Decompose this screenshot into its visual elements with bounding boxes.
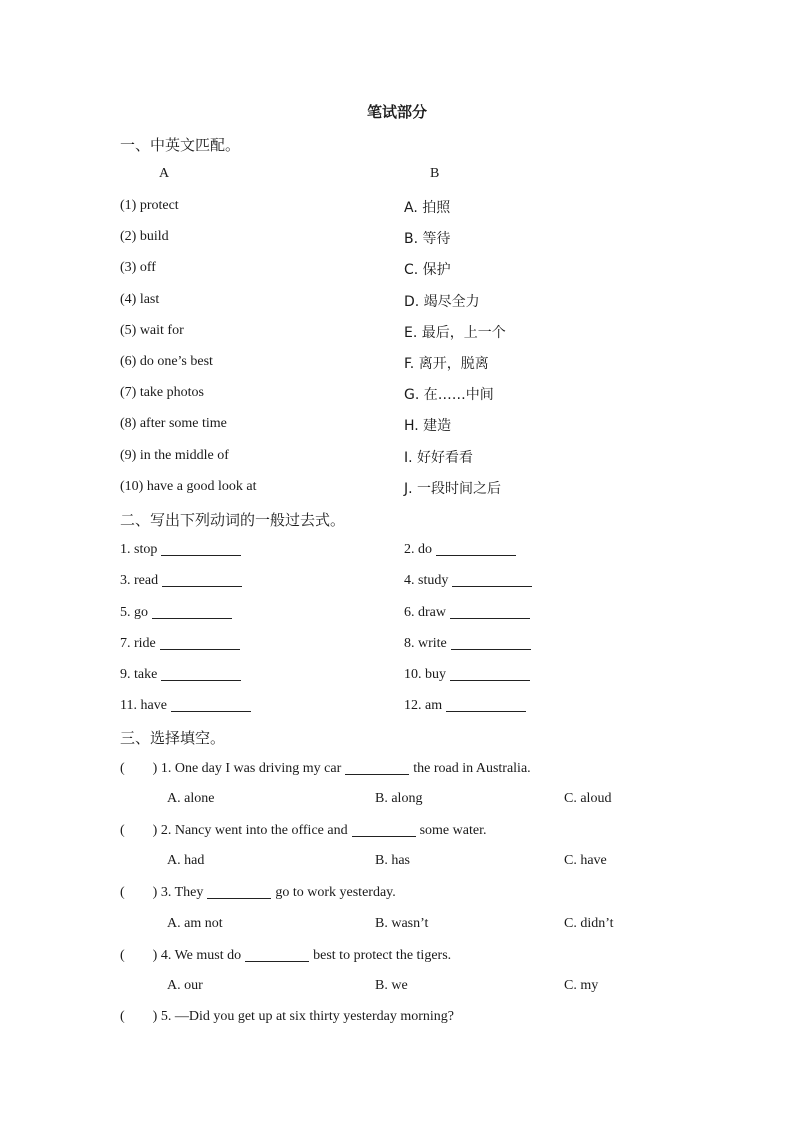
option-a[interactable]: A. had <box>167 853 205 868</box>
question-text: 4. We must do <box>160 948 242 963</box>
verb-label: 7. ride <box>120 636 156 651</box>
question-2 <box>120 822 486 839</box>
match-item-left: (6) do one’s best <box>120 354 213 369</box>
match-item-left: (5) wait for <box>120 323 184 338</box>
question-3 <box>120 884 396 901</box>
answer-blank[interactable] <box>161 541 241 556</box>
question-text: 5. —Did you get up at six thirty yesterday morning? <box>160 1009 455 1024</box>
verb-label: 2. do <box>404 542 432 557</box>
option-c[interactable]: C. have <box>564 853 607 868</box>
answer-blank[interactable] <box>446 697 526 712</box>
verb-item <box>120 635 240 652</box>
match-item-left: (8) after some time <box>120 416 227 431</box>
question-4 <box>120 947 451 964</box>
verb-label: 11. have <box>120 698 167 713</box>
match-item-right: G. 在……中间 <box>404 387 494 403</box>
verb-item <box>404 541 516 558</box>
match-item-left: (2) build <box>120 229 169 244</box>
close-paren: ) <box>152 948 158 963</box>
close-paren: ) <box>152 823 158 838</box>
match-item-left: (1) protect <box>120 198 179 213</box>
answer-blank[interactable] <box>450 666 530 681</box>
question-text: 3. They <box>160 885 204 900</box>
verb-item <box>120 541 241 558</box>
match-item-right: I. 好好看看 <box>404 450 474 466</box>
answer-blank[interactable] <box>162 572 242 587</box>
verb-item <box>120 604 232 621</box>
match-item-left: (7) take photos <box>120 385 204 400</box>
match-item-left: (10) have a good look at <box>120 479 257 494</box>
open-paren: ( <box>120 823 125 838</box>
close-paren: ) <box>152 1009 158 1024</box>
match-item-right: J. 一段时间之后 <box>404 481 502 497</box>
verb-label: 3. read <box>120 573 159 588</box>
question-text: 1. One day I was driving my car <box>160 761 342 776</box>
verb-label: 5. go <box>120 605 148 620</box>
match-item-right: F. 离开，脱离 <box>404 356 489 372</box>
option-b[interactable]: B. along <box>375 791 423 806</box>
answer-blank[interactable] <box>450 604 530 619</box>
option-a[interactable]: A. am not <box>167 916 223 931</box>
open-paren: ( <box>120 761 125 776</box>
open-paren: ( <box>120 1009 125 1024</box>
verb-label: 8. write <box>404 636 447 651</box>
option-b[interactable]: B. has <box>375 853 410 868</box>
question-text-end: best to protect the tigers. <box>313 948 452 963</box>
page-title: 笔试部分 <box>366 103 427 121</box>
verb-item <box>404 666 530 683</box>
match-item-right: C. 保护 <box>404 262 451 278</box>
fill-blank[interactable] <box>207 884 271 899</box>
answer-blank[interactable] <box>436 541 516 556</box>
answer-blank[interactable] <box>452 572 532 587</box>
question-text-end: the road in Australia. <box>413 761 531 776</box>
open-paren: ( <box>120 885 125 900</box>
fill-blank[interactable] <box>352 822 416 837</box>
section2-heading: 二、写出下列动词的一般过去式。 <box>120 511 346 529</box>
match-item-left: (3) off <box>120 260 156 275</box>
column-b-header: B <box>430 166 440 181</box>
fill-blank[interactable] <box>345 760 409 775</box>
column-a-header: A <box>159 166 170 181</box>
option-a[interactable]: A. our <box>167 978 203 993</box>
verb-item <box>120 572 242 589</box>
verb-item <box>404 604 530 621</box>
section1-heading: 一、中英文匹配。 <box>120 136 241 154</box>
match-item-right: B. 等待 <box>404 231 451 247</box>
match-item-right: E. 最后，上一个 <box>404 325 506 341</box>
verb-label: 4. study <box>404 573 449 588</box>
question-text-end: go to work yesterday. <box>275 885 396 900</box>
verb-item <box>404 635 531 652</box>
verb-item <box>120 697 251 714</box>
verb-label: 10. buy <box>404 667 446 682</box>
close-paren: ) <box>152 761 158 776</box>
fill-blank[interactable] <box>245 947 309 962</box>
verb-label: 6. draw <box>404 605 446 620</box>
verb-label: 9. take <box>120 667 158 682</box>
option-c[interactable]: C. my <box>564 978 599 993</box>
question-1 <box>120 760 531 777</box>
option-c[interactable]: C. didn’t <box>564 916 614 931</box>
answer-blank[interactable] <box>171 697 251 712</box>
match-item-right: A. 拍照 <box>404 200 451 216</box>
question-text-end: some water. <box>419 823 487 838</box>
answer-blank[interactable] <box>160 635 240 650</box>
verb-label: 1. stop <box>120 542 158 557</box>
option-b[interactable]: B. wasn’t <box>375 916 429 931</box>
close-paren: ) <box>152 885 158 900</box>
match-item-right: H. 建造 <box>404 418 452 434</box>
option-b[interactable]: B. we <box>375 978 408 993</box>
verb-label: 12. am <box>404 698 443 713</box>
answer-blank[interactable] <box>152 604 232 619</box>
open-paren: ( <box>120 948 125 963</box>
match-item-left: (4) last <box>120 292 160 307</box>
match-item-left: (9) in the middle of <box>120 448 229 463</box>
answer-blank[interactable] <box>161 666 241 681</box>
option-c[interactable]: C. aloud <box>564 791 612 806</box>
question-text: 2. Nancy went into the office and <box>160 823 348 838</box>
match-item-right: D. 竭尽全力 <box>404 294 480 310</box>
option-a[interactable]: A. alone <box>167 791 215 806</box>
question-5 <box>120 1009 454 1025</box>
section3-heading: 三、选择填空。 <box>120 729 226 747</box>
verb-item <box>120 666 241 683</box>
answer-blank[interactable] <box>451 635 531 650</box>
verb-item <box>404 572 532 589</box>
verb-item <box>404 697 526 714</box>
